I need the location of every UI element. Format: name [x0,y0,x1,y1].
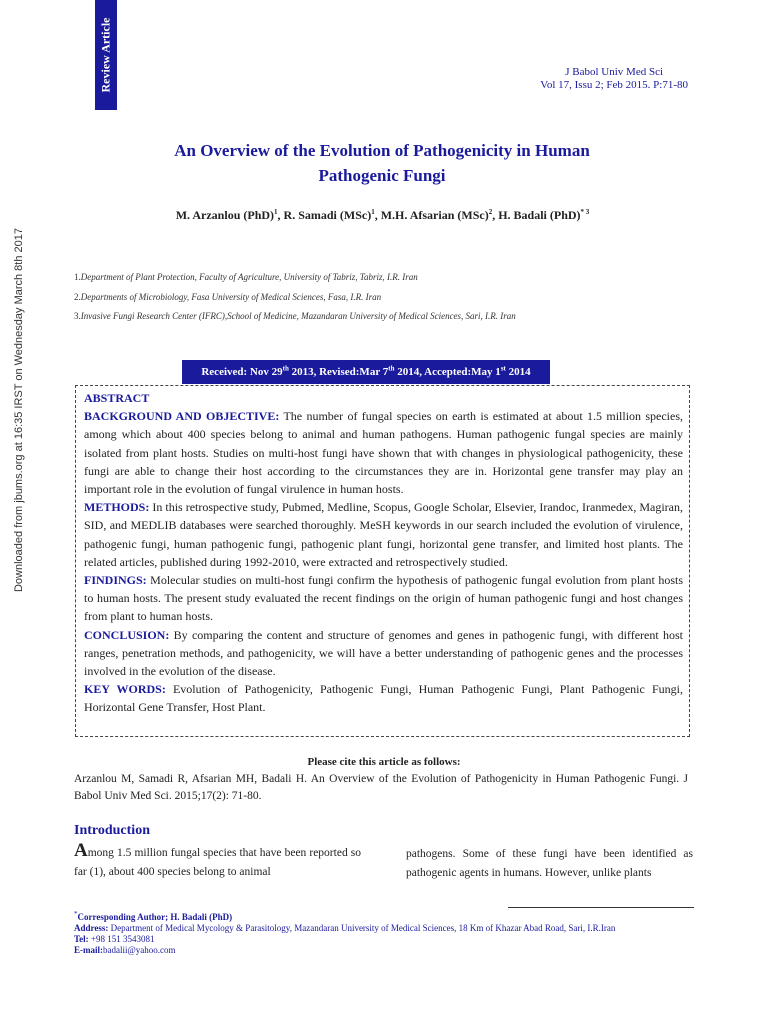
abstract-title: ABSTRACT [84,391,150,405]
footnote-divider [508,907,694,908]
download-note: Downloaded from jbums.org at 16:35 IRST on Wednesday March 8th 2017 [13,227,25,593]
article-type-label: Review Article [98,17,113,93]
download-note-container [8,200,30,620]
title-line-1: An Overview of the Evolution of Pathogenicity in Human [174,141,590,160]
abstract-keywords [84,680,683,716]
corresponding-author-label: Corresponding Author; H. Badali (PhD) [77,912,233,922]
ordinal-suffix: th [388,364,395,373]
author-affiliation-mark: * 3 [580,208,590,216]
citation-text: Arzanlou M, Samadi R, Afsarian MH, Badali H. An Overview of the Evolution of Pathogenicity in Human Pathogenic Fungi. J Babol Univ Med Sci. 2015;17(2): 71-80. [74,773,688,802]
section-heading: KEY WORDS: [84,682,166,697]
address-line [74,923,694,934]
corresponding-author-line [74,912,694,923]
corresponding-author-footnote [74,912,694,956]
section-heading: FINDINGS: [84,573,147,588]
ordinal-suffix: th [282,364,289,373]
intro-column-right: pathogens. Some of these fungi have been identified as pathogenic agents in humans. However, unlike plants [406,848,693,879]
received-dates-banner [182,360,550,384]
author-affiliation-mark: 1 [371,208,375,216]
section-heading: CONCLUSION: [84,627,170,642]
affiliation-number: 2. [74,292,81,302]
abstract-box [75,385,690,737]
email-address[interactable]: badalii@yahoo.com [103,945,176,955]
author-separator: , [492,208,499,222]
citation-heading: Please cite this article as follows: [307,756,461,768]
tel-number: +98 151 3543081 [88,934,155,944]
author-list [60,208,705,223]
abstract-findings [84,571,683,626]
journal-name: J Babol Univ Med Sci [565,66,664,78]
author-affiliation-mark: 2 [488,208,493,216]
affiliation-text: Invasive Fungi Research Center (IFRC),School of Medicine, Mazandaran University of Medical Sciences, Sari, I.R. Iran [80,311,516,321]
intro-column-left [74,841,361,882]
intro-left-text: mong 1.5 million fungal species that have been reported so far (1), about 400 species belong to animal [74,847,361,878]
accepted-year: 2014 [505,366,531,378]
affiliation-number: 1. [74,272,81,282]
address-label: Address: [74,923,109,933]
author-name: H. Badali (PhD) [498,208,581,222]
author-affiliation-mark: 1 [274,208,278,216]
affiliation-text: Departments of Microbiology, Fasa University of Medical Sciences, Fasa, I.R. Iran [80,292,382,302]
email-label: E-mail: [74,945,103,955]
author-separator: , [277,208,284,222]
section-text: In this retrospective study, Pubmed, Medline, Scopus, Google Scholar, Elsevier, Irandoc, Iranmedex, Magiran, SID, and MEDLIB databases were searched thoroughly. MeSH keywords in our search included the evolution of virulence, pathogenic fungi, human pathogenic fungi, pathogenic plant fungi, horizontal gene transfer, and limited host plants. The related articles, published during 1992-2010, were extracted and retrospectively studied. [84,500,683,569]
section-text: Evolution of Pathogenicity, Pathogenic Fungi, Human Pathogenic Fungi, Plant Pathogenic Fungi, Horizontal Gene Transfer, Host Plant. [84,682,683,715]
affiliation-2 [74,292,381,302]
section-text: The number of fungal species on earth is estimated at about 1.5 million species, among which about 400 species belong to animal and human pathogens. Human pathogenic fungal species are mainly isolated from plant hosts. Studies on multi-host fungi have shown that with changes in physiological pathogenicity, these fungi are able to change their host according to the circumstances they are in. Horizontal gene transfer may play an important role in the evolution of fungal virulence in human hosts. [84,409,684,497]
footnote-star: * [74,910,78,918]
address-text: Department of Medical Mycology & Parasitology, Mazandaran University of Medical Sciences, 18 Km of Khazar Abad Road, Sari, I.R.Iran [108,923,616,933]
affiliation-3 [74,311,516,321]
drop-cap: A [74,840,88,861]
abstract-content [84,389,683,717]
journal-info [540,66,688,92]
tel-line [74,934,694,945]
abstract-background [84,407,683,498]
article-type-tab [95,0,117,110]
ordinal-suffix: st [500,364,506,373]
title-line-2: Pathogenic Fungi [318,166,446,185]
author-separator: , [374,208,381,222]
section-heading: METHODS: [84,500,150,515]
introduction-heading: Introduction [74,823,150,838]
tel-label: Tel: [74,934,89,944]
section-text: Molecular studies on multi-host fungi confirm the hypothesis of pathogenic fungal evolution from plant hosts to human hosts. The present study evaluated the recent findings on the origin of human pathogenic fungi and host changes from plant to human hosts. [84,573,683,624]
affiliation-text: Department of Plant Protection, Faculty of Agriculture, University of Tabriz, Tabriz, I.R. Iran [80,272,418,282]
revised-text: 2013, Revised:Mar 7 [288,366,389,378]
section-heading: BACKGROUND AND OBJECTIVE: [84,409,280,424]
affiliation-1 [74,272,418,282]
author-name: R. Samadi (MSc) [283,208,372,222]
abstract-conclusion [84,626,683,681]
abstract-methods [84,498,683,571]
author-name: M.H. Afsarian (MSc) [380,208,489,222]
section-text: By comparing the content and structure of genomes and genes in pathogenic fungi, with different host ranges, penetration methods, and pathogenicity, we will have a better understanding of pathogenic genes and the processes involved in the evolution of the disease. [84,627,683,679]
journal-volume: Vol 17, Issu 2; Feb 2015. P:71-80 [540,79,688,91]
email-line [74,945,694,956]
received-text: Received: Nov 29 [201,366,283,378]
accepted-text: 2014, Accepted:May 1 [394,366,501,378]
article-title [100,138,664,188]
affiliation-number: 3. [74,311,81,321]
author-name: M. Arzanlou (PhD) [175,208,275,222]
